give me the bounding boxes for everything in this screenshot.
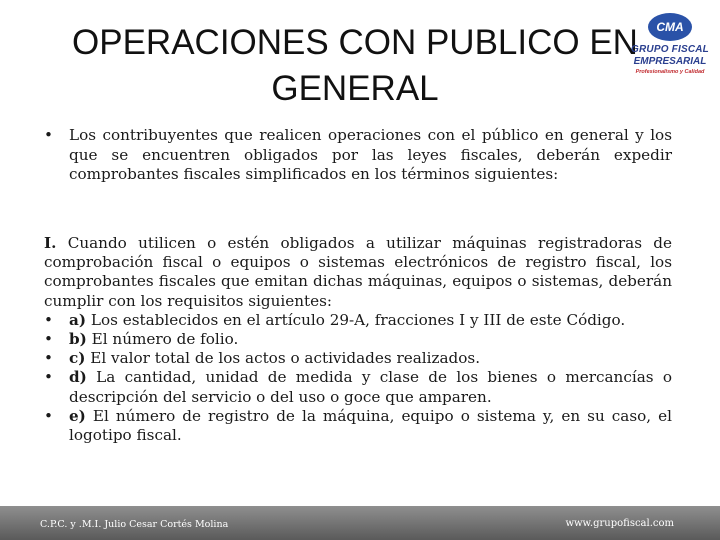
footer-bar	[0, 506, 720, 540]
footer-website-link[interactable]: www.grupofiscal.com	[565, 518, 674, 529]
bullet-icon: •	[44, 310, 53, 329]
item-text: La cantidad, unidad de medida y clase de los bienes o mercancías o descripción del servicio o del uso o goce que amparen.	[69, 368, 673, 406]
item-marker: c)	[69, 349, 86, 368]
item-marker: d)	[69, 368, 87, 387]
bullet-icon: •	[44, 349, 53, 368]
item-text: El número de folio.	[91, 330, 239, 349]
intro-paragraph	[44, 126, 672, 185]
logo-line-1: GRUPO FISCAL	[631, 44, 709, 55]
item-text: El valor total de los actos o actividades realizados.	[90, 349, 481, 368]
intro-text: Los contribuyentes que realicen operaciones con el público en general y los que se encuentren obligados por las leyes fiscales, deberán expedir comprobantes fiscales simplificados en los términos siguientes:	[69, 126, 672, 183]
bullet-icon: •	[44, 368, 53, 387]
logo-line-2: EMPRESARIAL	[633, 56, 707, 67]
section-heading	[44, 234, 672, 311]
list-item	[44, 330, 672, 349]
footer-author: C.P.C. y .M.I. Julio Cesar Cortés Molina	[40, 519, 229, 530]
section-heading-text: Cuando utilicen o estén obligados a utilizar máquinas registradoras de comprobación fiscal o equipos o sistemas electrónicos de registro fiscal, los comprobantes fiscales que emitan dichas máquinas, equipos o sistemas, deberán cumplir con los requisitos siguientes:	[44, 234, 672, 310]
logo-tagline: Profesionalismo y Calidad	[635, 69, 705, 75]
item-text: Los establecidos en el artículo 29-A, fracciones I y III de este Código.	[90, 310, 626, 329]
intro-bullet-row	[44, 126, 672, 185]
bullet-icon: •	[44, 126, 53, 144]
logo-badge: CMA	[648, 13, 692, 41]
item-marker: b)	[69, 330, 87, 349]
list-item	[44, 407, 672, 445]
section-marker: I.	[44, 234, 57, 252]
requirements-section	[44, 234, 672, 445]
list-item	[44, 349, 672, 368]
list-item	[44, 368, 672, 406]
item-text: El número de registro de la máquina, equipo o sistema y, en su caso, el logotipo fiscal.	[69, 406, 672, 445]
item-marker: e)	[69, 406, 86, 425]
item-marker: a)	[69, 310, 87, 329]
list-item	[44, 311, 672, 330]
bullet-icon: •	[44, 330, 53, 349]
page-title: OPERACIONES CON PUBLICO EN GENERAL	[72, 23, 638, 108]
requirements-list	[44, 311, 672, 445]
bullet-icon: •	[44, 406, 53, 425]
